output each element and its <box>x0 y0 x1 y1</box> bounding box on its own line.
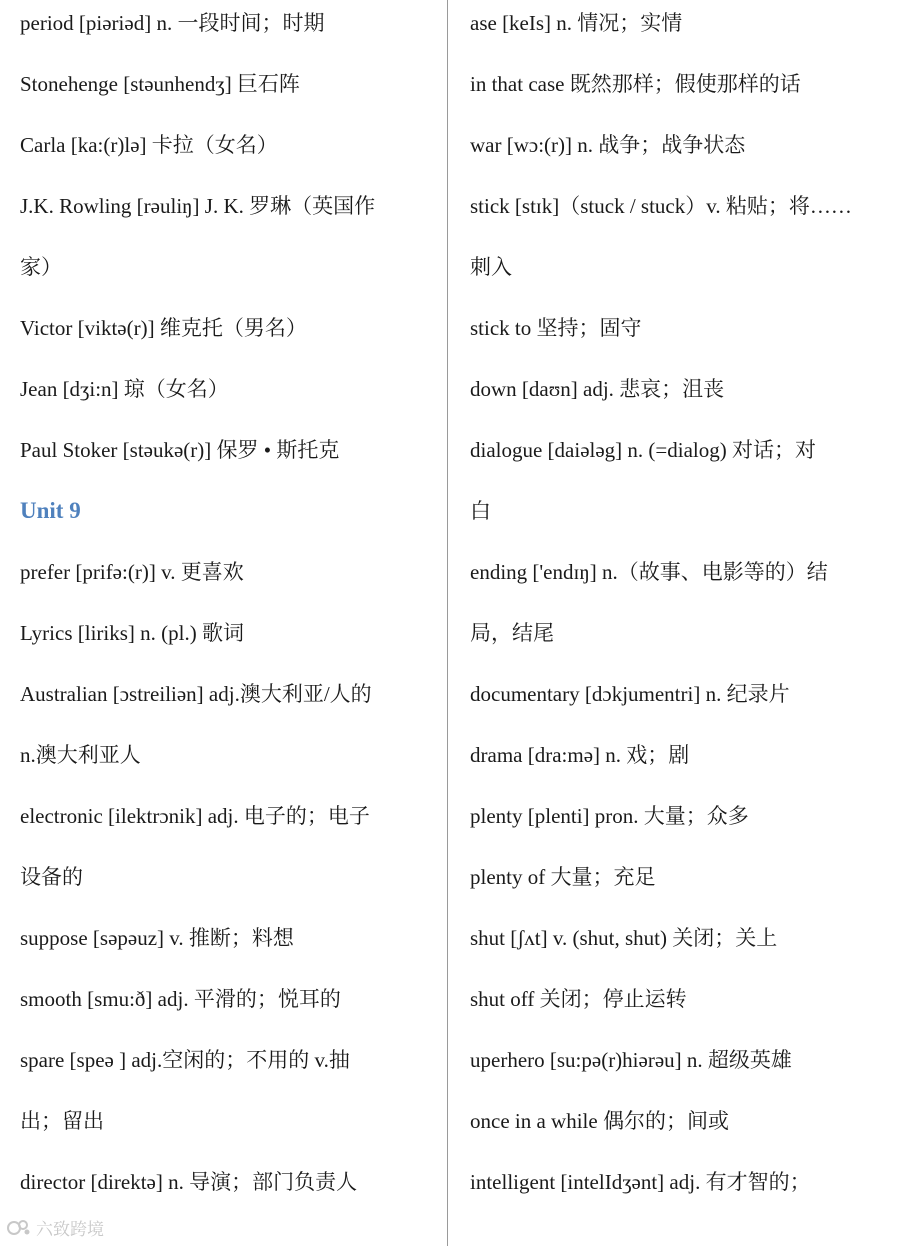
vocab-line: n.澳大利亚人 <box>20 743 141 767</box>
vocab-line: spare [speə ] adj.空闲的；不用的 v.抽 <box>20 1048 350 1072</box>
vocab-line: uperhero [su:pə(r)hiərəu] n. 超级英雄 <box>470 1048 792 1072</box>
vocab-line: stick [stɪk]（stuck / stuck）v. 粘贴；将…… <box>470 194 852 218</box>
vocab-line: stick to 坚持；固守 <box>470 316 642 340</box>
vocab-line: 刺入 <box>470 255 512 279</box>
vocab-line: period [piəriəd] n. 一段时间；时期 <box>20 11 325 35</box>
vocab-line: Victor [viktə(r)] 维克托（男名） <box>20 316 307 340</box>
vocab-line: shut off 关闭；停止运转 <box>470 987 687 1011</box>
vocab-line: plenty [plenti] pron. 大量；众多 <box>470 804 749 828</box>
vocab-line: in that case 既然那样；假使那样的话 <box>470 72 801 96</box>
vocab-line: Lyrics [liriks] n. (pl.) 歌词 <box>20 621 244 645</box>
vocab-line: director [direktə] n. 导演；部门负责人 <box>20 1170 358 1194</box>
vocab-line: Paul Stoker [stəukə(r)] 保罗 • 斯托克 <box>20 438 340 462</box>
column-divider <box>447 0 448 1246</box>
vocab-line: war [wɔ:(r)] n. 战争；战争状态 <box>470 133 746 157</box>
vocab-line: ase [keIs] n. 情况；实情 <box>470 11 683 35</box>
vocab-line: documentary [dɔkjumentri] n. 纪录片 <box>470 682 790 706</box>
vocab-line: dialogue [daiələg] n. (=dialog) 对话；对 <box>470 438 816 462</box>
vocab-line: 出；留出 <box>20 1109 104 1133</box>
vocab-line: 家） <box>20 255 62 279</box>
vocab-line: once in a while 偶尔的；间或 <box>470 1109 729 1133</box>
vocab-line: intelligent [intelIdʒənt] adj. 有才智的； <box>470 1170 811 1194</box>
vocab-line: shut [ʃʌt] v. (shut, shut) 关闭；关上 <box>470 926 778 950</box>
watermark <box>6 1215 104 1240</box>
vocab-line: plenty of 大量；充足 <box>470 865 656 889</box>
vocab-line: Australian [ɔstreiliən] adj.澳大利亚/人的 <box>20 682 372 706</box>
vocab-line: Stonehenge [stəunhendʒ] 巨石阵 <box>20 72 300 96</box>
vocab-line: 局，结尾 <box>470 621 554 645</box>
vocab-line: suppose [səpəuz] v. 推断；料想 <box>20 926 294 950</box>
vocab-line: down [daʊn] adj. 悲哀；沮丧 <box>470 377 725 401</box>
vocab-line: 设备的 <box>20 865 83 889</box>
vocab-line: drama [dra:mə] n. 戏；剧 <box>470 743 690 767</box>
vocab-line: J.K. Rowling [rəuliŋ] J. K. 罗琳（英国作 <box>20 194 376 218</box>
vocab-line: ending ['endɪŋ] n.（故事、电影等的）结 <box>470 560 828 584</box>
vocab-line: Carla [ka:(r)lə] 卡拉（女名） <box>20 133 278 157</box>
vocab-line: Jean [dʒi:n] 琼（女名） <box>20 377 229 401</box>
vocab-line: electronic [ilektrɔnik] adj. 电子的；电子 <box>20 804 370 828</box>
vocab-line: 白 <box>470 499 491 523</box>
vocab-line: smooth [smu:ð] adj. 平滑的；悦耳的 <box>20 987 341 1011</box>
vocab-line: prefer [prifə:(r)] v. 更喜欢 <box>20 560 244 584</box>
watermark-text: 六致跨境 <box>36 1220 104 1240</box>
brand-logo-icon <box>6 1217 32 1239</box>
unit-heading: Unit 9 <box>20 498 81 523</box>
